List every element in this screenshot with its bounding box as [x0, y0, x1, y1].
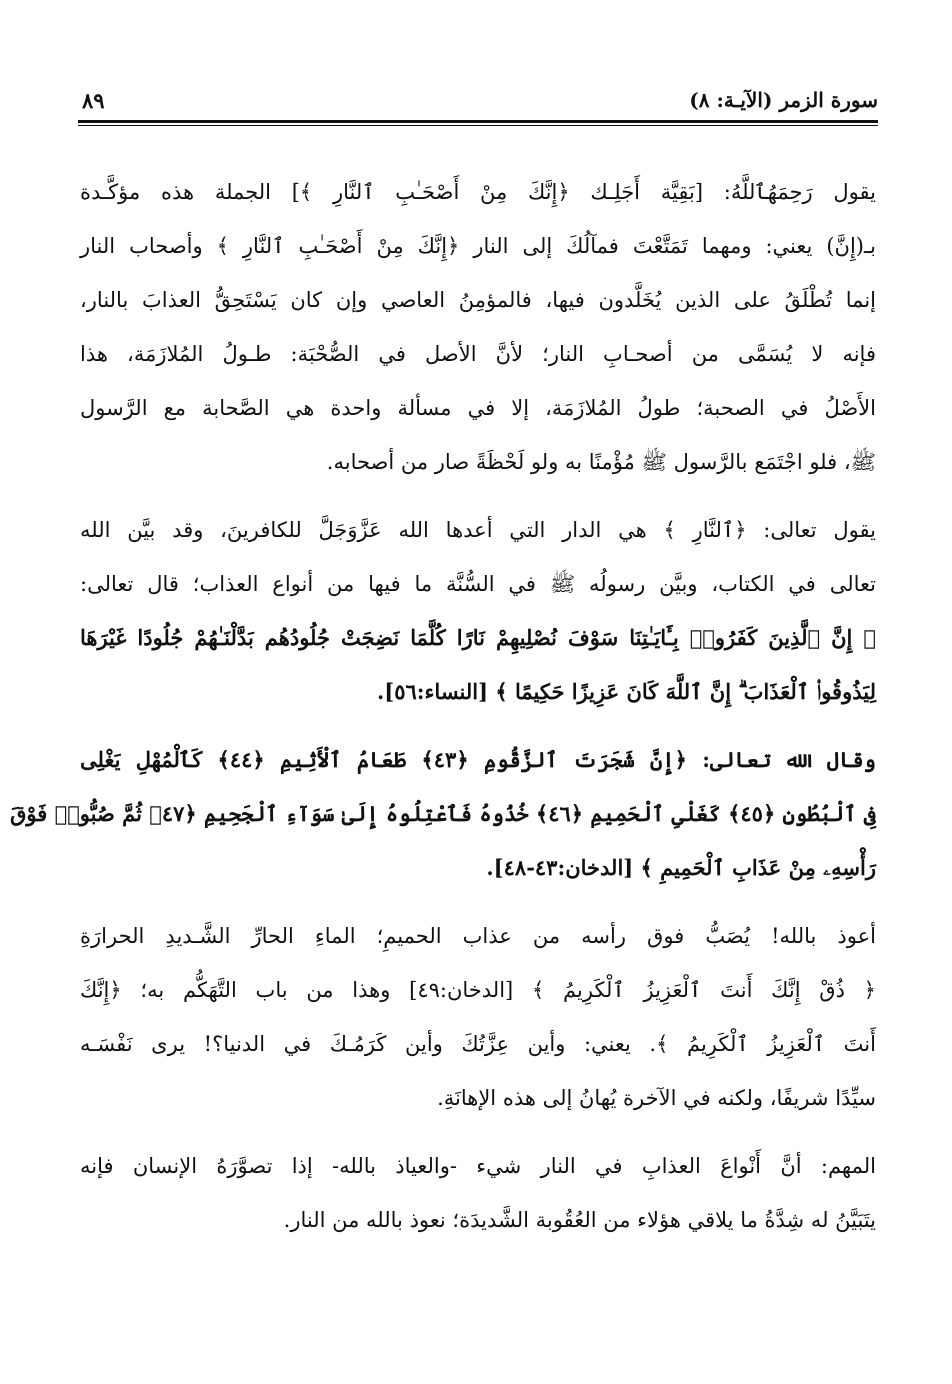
- quran-verse-line: لِيَذُوقُوا۟ ٱلْعَذَابَ ۗ إِنَّ ٱللَّهَ كَانَ عَزِيزًا حَكِيمًا ﴾ [النساء:٥٦].: [376, 679, 876, 704]
- text-line: سيِّدًا شريفًا، ولكنه في الآخرة يُهانُ إلى هذه الإهانَةِ.: [437, 1086, 876, 1110]
- text-line: يقول رَحِمَهُٱللَّهُ: [بَقِيَّة أَجَلِـك ﴿إِنَّكَ مِنْ أَصْحَـٰبِ ٱلنَّارِ ﴾] الجملة هذه مؤكَّـدة: [80, 180, 876, 204]
- paragraph-1: [80, 165, 876, 489]
- surah-header-title: سورة الزمر (الآيـة: ٨): [689, 88, 878, 112]
- quran-verse-line: ﴿ إِنَّ ٱلَّذِينَ كَفَرُوا۟ بِـَٔايَـٰتِنَا سَوْفَ نُصْلِيهِمْ نَارًا كُلَّمَا نَضِجَتْ جُلُودُهُم بَدَّلْنَـٰهُمْ جُلُودًا غَيْرَهَا: [80, 625, 876, 650]
- quran-verse-line: رَأْسِهِۦ مِنْ عَذَابِ ٱلْحَمِيمِ ﴾ [الدخان:٤٣-٤٨].: [486, 855, 876, 880]
- text-line: ﴿ ذُقْ إِنَّكَ أَنتَ ٱلْعَزِيزُ ٱلْكَرِيمُ ﴾ [الدخان:٤٩] وهذا من باب التَّهَكُّم به؛ ﴿إِنَّكَ: [80, 978, 876, 1002]
- text-line: يقول تعالى: ﴿ٱلنَّارِ ﴾ هي الدار التي أعدها الله عَزَّوَجَلَّ للكافرينَ، وقد بيَّن الله: [80, 518, 876, 542]
- paragraph-5: [80, 1139, 876, 1247]
- text-line: المهم: أنَّ أَنْواعَ العذابِ في النار شيء -والعياذ بالله- إذا تصوَّرَهُ الإنسان فإنه: [80, 1154, 876, 1178]
- paragraph-3: [10, 733, 876, 895]
- text-line: تعالى في الكتاب، وبيَّن رسولُه ﷺ في السُّنَّة ما فيها من أنواع العذاب؛ قال تعالى:: [80, 572, 876, 596]
- page-number: ٨٩: [82, 88, 105, 113]
- text-line: أَنتَ ٱلْعَزِيزُ ٱلْكَرِيمُ ﴾. يعني: وأين عِزَّتُكَ وأين كَرَمُـكَ في الدنيا؟! يرى نَفْسَـه: [80, 1032, 876, 1056]
- paragraph-2: [80, 503, 876, 719]
- text-line: ﷺ، فلو اجْتَمَع بالرَّسول ﷺ مُؤْمنًا به ولو لَحْظَةً صار من أصحابه.: [326, 450, 876, 474]
- main-text: [10, 165, 876, 1261]
- text-line: يتَبَيَّنُ له شِدَّةُ ما يلاقي هؤلاء من العُقُوبة الشَّديدَة؛ نعوذ بالله من النار.: [283, 1208, 876, 1232]
- text-line: أعوذ بالله! يُصَبُّ فوق رأسه من عذاب الحميمِ؛ الماءِ الحارِّ الشَّـديدِ الحرارَةِ: [80, 924, 876, 948]
- header-rule: [78, 120, 878, 126]
- text-line: الأَصْلُ في الصحبة؛ طولُ المُلازَمَة، إلا في مسألة واحدة هي الصَّحابة مع الرَّسول: [80, 396, 876, 420]
- quran-verse-line: فِى ٱلْبُطُونِ ﴿٤٥﴾ كَغَلْىِ ٱلْحَمِيمِ ﴿٤٦﴾ خُذُوهُ فَٱعْتِلُوهُ إِلَىٰ سَوَآءِ ٱلْجَحِيمِ ﴿٤٧﴾ ثُمَّ صُبُّوا۟ فَوْقَ: [10, 801, 876, 826]
- text-line: فإنه لا يُسَمَّى من أصحـابِ النار؛ لأنَّ الأصل في الصُّحْبَة: طـولُ المُلازَمَة، هذا: [80, 342, 876, 366]
- running-header: [78, 86, 878, 122]
- paragraph-4: [80, 909, 876, 1125]
- quran-verse-line: وقال الله تعالى: ﴿إِنَّ شَجَرَتَ ٱلزَّقُّومِ ﴿٤٣﴾ طَعَامُ ٱلْأَثِيمِ ﴿٤٤﴾ كَٱلْمُهْلِ يَغْلِى: [80, 747, 876, 772]
- text-line: بـ(إِنَّ) يعني: ومهما تَمَتَّعْتَ فمآلُكَ إلى النار ﴿إِنَّكَ مِنْ أَصْحَـٰبِ ٱلنَّارِ ﴾ وأصحاب النار: [80, 234, 876, 258]
- text-line: إنما تُطْلَقُ على الذين يُخَلَّدون فيها، فالمؤمِنُ العاصي وإن كان يَسْتَحِقُّ العذابَ بالنار،: [80, 288, 876, 312]
